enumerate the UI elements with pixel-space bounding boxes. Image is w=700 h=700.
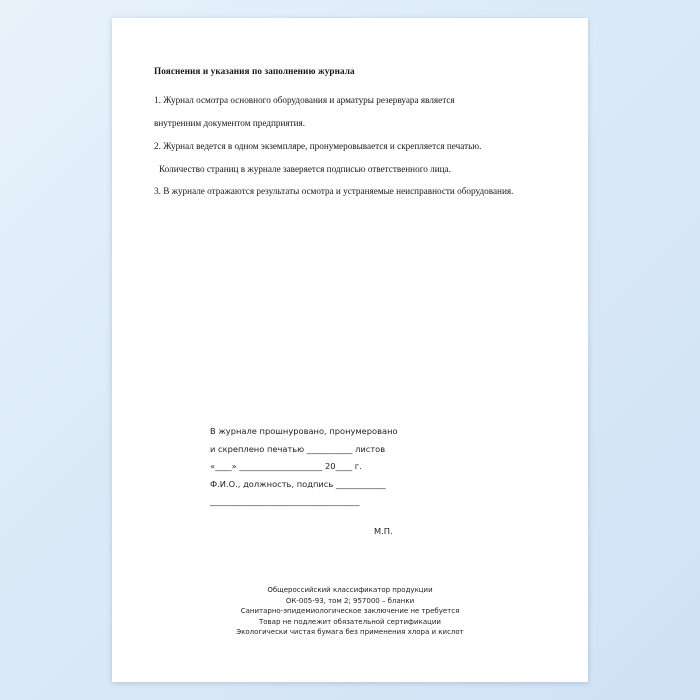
document-heading: Пояснения и указания по заполнению журнала (154, 66, 355, 76)
certification-line-3: «____» ____________________ 20____ г. (210, 461, 362, 471)
paragraph-2-line-2: Количество страниц в журнале заверяется подписью ответственного лица. (159, 164, 451, 174)
paragraph-2-line-1: 2. Журнал ведется в одном экземпляре, пронумеровывается и скрепляется печатью. (154, 141, 482, 151)
seal-mark: М.П. (374, 526, 393, 536)
certification-line-5: ____________________________________ (210, 496, 360, 506)
footer-line-5: Экологически чистая бумага без применения хлора и кислот (236, 628, 464, 636)
footer-line-3: Санитарно-эпидемиологическое заключение не требуется (240, 607, 460, 615)
certification-line-2: и скреплено печатью ___________ листов (210, 443, 386, 454)
paragraph-1-line-1: 1. Журнал осмотра основного оборудования и арматуры резервуара является (154, 95, 455, 105)
document-footer (112, 585, 588, 638)
footer-line-2: ОК-005-93, том 2; 957000 – бланки (285, 596, 415, 605)
paragraph-3: 3. В журнале отражаются результаты осмотра и устраняемые неисправности оборудования. (154, 186, 514, 196)
footer-line-1: Общероссийский классификатор продукции (267, 586, 433, 594)
certification-line-4: Ф.И.О., должность, подпись ____________ (210, 478, 386, 489)
document-content (112, 18, 588, 682)
certification-line-1: В журнале прошнуровано, пронумеровано (210, 426, 398, 436)
paragraph-1-line-2: внутренним документом предприятия. (154, 118, 306, 128)
footer-line-4: Товар не подлежит обязательной сертификации (259, 617, 441, 626)
document-page (112, 18, 588, 682)
certification-block (210, 423, 398, 511)
